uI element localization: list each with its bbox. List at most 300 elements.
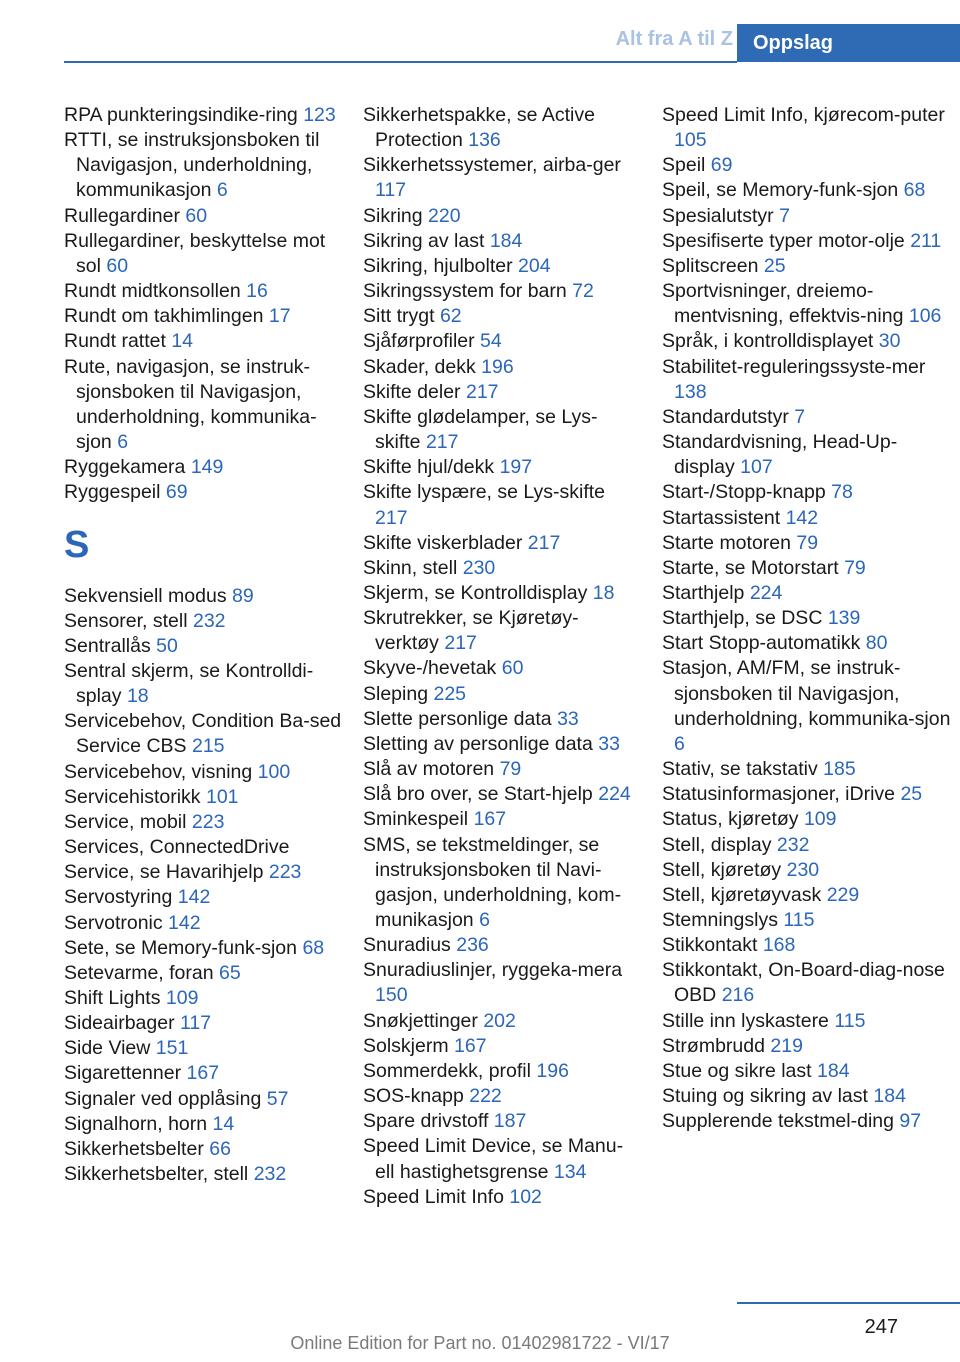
index-entry: [64, 1061, 342, 1086]
page-link[interactable]: 109: [165, 987, 199, 1009]
page-link[interactable]: 232: [192, 609, 226, 632]
index-entry: [64, 1112, 342, 1137]
index-term: Sigarettenner: [64, 1062, 182, 1085]
index-term: Skyve-/hevetak: [363, 657, 497, 680]
index-entry: [64, 1011, 342, 1036]
index-entry: [64, 986, 342, 1011]
index-entry: [64, 103, 342, 128]
index-term: Solskjerm: [363, 1034, 449, 1057]
page-link[interactable]: 79: [844, 556, 866, 579]
page-link[interactable]: 219: [770, 1034, 803, 1057]
index-entry: [363, 405, 641, 455]
page-link[interactable]: 30: [878, 330, 901, 353]
page-link[interactable]: 18: [592, 581, 615, 604]
index-entry: [363, 279, 641, 304]
index-entry: [64, 480, 342, 505]
index-entry: [64, 229, 342, 279]
index-term: Rute, navigasjon, se instruk-sjonsboken til Navigasjon, underholdning, kommunika-sjon: [64, 355, 317, 454]
index-entry: [363, 103, 641, 153]
index-entry: [64, 709, 342, 759]
index-term: Sentral skjerm, se Kontrolldi-splay: [64, 659, 314, 708]
index-entry: [363, 304, 641, 329]
index-entry: [64, 455, 342, 480]
index-entry: [662, 1109, 952, 1134]
index-entry: [363, 656, 641, 681]
index-term: Splitscreen: [662, 254, 759, 277]
index-term: SOS-knapp: [363, 1085, 464, 1108]
index-term: Sensorer, stell: [64, 609, 188, 632]
page-link[interactable]: 25: [763, 254, 786, 277]
page-link[interactable]: 217: [527, 531, 561, 554]
index-entry: [363, 732, 641, 757]
index-entry: [662, 531, 952, 556]
header-rule: [64, 61, 737, 63]
index-entry: [64, 1137, 342, 1162]
index-term: Starthjelp, se DSC: [662, 607, 823, 630]
page-link[interactable]: 184: [489, 229, 523, 252]
index-term: Sikring, hjulbolter: [363, 254, 513, 277]
index-term: Sleping: [363, 682, 429, 705]
index-term: Startassistent: [662, 506, 781, 529]
index-entry: [64, 835, 342, 860]
index-term: Service, se Havarihjelp: [64, 861, 264, 884]
index-term: Sikkerhetssystemer, airba-ger: [363, 154, 621, 177]
index-term: Skinn, stell: [363, 556, 458, 579]
page-link[interactable]: 6: [216, 179, 228, 202]
index-entry: [662, 581, 952, 606]
page-link[interactable]: 217: [444, 632, 477, 655]
index-entry: [64, 785, 342, 810]
index-entry: [662, 933, 952, 958]
index-term: Rundt midtkonsollen: [64, 280, 241, 303]
index-entry: [363, 707, 641, 732]
index-entry: [662, 556, 952, 581]
index-entry: [662, 656, 952, 757]
page-link[interactable]: 60: [185, 204, 208, 227]
page-link[interactable]: 97: [899, 1110, 922, 1133]
index-term: Sikringssystem for barn: [363, 280, 567, 303]
page-link[interactable]: 102: [509, 1185, 542, 1208]
page-link[interactable]: 100: [257, 760, 291, 783]
page-link[interactable]: 6: [479, 909, 490, 931]
index-entry: [662, 153, 952, 178]
footer-rule: [737, 1302, 960, 1304]
page-link[interactable]: 142: [785, 506, 819, 529]
index-entry: [363, 933, 641, 958]
index-term: Ryggespeil: [64, 481, 161, 504]
index-entry: [363, 757, 641, 782]
index-term: Services, ConnectedDrive: [64, 836, 290, 859]
page-link[interactable]: 142: [168, 911, 201, 934]
index-entry: [64, 609, 342, 634]
index-term: Standardutstyr: [662, 405, 789, 428]
index-entry: [662, 833, 952, 858]
index-entry: [363, 782, 641, 807]
index-entry: [64, 961, 342, 986]
page-link[interactable]: 105: [674, 129, 707, 152]
index-term: Stille inn lyskastere: [662, 1009, 829, 1032]
page-link[interactable]: 79: [499, 758, 522, 781]
page-link[interactable]: 107: [740, 456, 773, 479]
index-term: Sikring av last: [363, 229, 485, 252]
index-entry: [64, 885, 342, 910]
index-entry: [363, 455, 641, 480]
index-term: Side View: [64, 1037, 151, 1060]
page-link[interactable]: 167: [454, 1034, 487, 1057]
index-entry: [363, 355, 641, 380]
index-term: Snuradius: [363, 934, 451, 957]
index-term: Stikkontakt, On-Board-diag-nose OBD: [662, 959, 945, 1007]
index-entry: [662, 1009, 952, 1034]
index-term: Setevarme, foran: [64, 961, 214, 984]
index-term: Sminkespeil: [363, 808, 469, 831]
page-link[interactable]: 229: [826, 883, 860, 906]
page-link[interactable]: 6: [674, 732, 685, 755]
index-letter-heading: S: [64, 523, 90, 566]
page-link[interactable]: 149: [190, 456, 224, 479]
index-entry: [64, 584, 342, 609]
index-term: Stemningslys: [662, 909, 778, 931]
index-term: Starthjelp: [662, 581, 745, 604]
index-entry: [662, 405, 952, 430]
index-entry: [363, 1134, 641, 1184]
page-link[interactable]: 216: [721, 984, 755, 1007]
index-term: Sideairbager: [64, 1012, 175, 1035]
page-link[interactable]: 217: [425, 431, 459, 454]
page-link[interactable]: 139: [827, 607, 861, 630]
index-entry: [662, 279, 952, 329]
index-entry: [363, 1059, 641, 1084]
index-term: Start Stopp-automatikk: [662, 632, 861, 655]
index-entry: [363, 229, 641, 254]
index-entry: [662, 782, 952, 807]
index-entry: [64, 810, 342, 835]
index-term: Stativ, se takstativ: [662, 758, 818, 781]
index-entry: [662, 883, 952, 908]
index-term: Speil, se Memory-funk-sjon: [662, 179, 899, 202]
index-column-3: [662, 103, 952, 1134]
index-term: RTTI, se instruksjonsboken til Navigasjon, underholdning, kommunikasjon: [64, 129, 320, 202]
index-entry: [363, 329, 641, 354]
index-entry: [662, 178, 952, 203]
index-entry: [662, 757, 952, 782]
page-link[interactable]: 14: [212, 1112, 235, 1135]
index-term: Stuing og sikring av last: [662, 1085, 868, 1108]
index-entry: [662, 606, 952, 631]
page-link[interactable]: 50: [156, 634, 178, 657]
index-entry: [363, 833, 641, 934]
page-link[interactable]: 72: [572, 280, 594, 303]
index-entry: [662, 506, 952, 531]
page-link[interactable]: 14: [171, 330, 194, 353]
index-term: Skifte glødelamper, se Lys-skifte: [363, 405, 598, 454]
index-term: Skader, dekk: [363, 355, 476, 378]
index-term: Sikkerhetspakke, se Active Protection: [363, 104, 595, 152]
index-entry: [662, 908, 952, 933]
page-link[interactable]: 18: [126, 685, 149, 708]
page-link[interactable]: 230: [786, 858, 820, 881]
index-entry: [64, 355, 342, 456]
index-term: Speed Limit Info, kjørecom-puter: [662, 104, 945, 126]
index-term: Sikkerhetsbelter: [64, 1137, 204, 1160]
page-link[interactable]: 223: [268, 861, 302, 884]
index-term: Snøkjettinger: [363, 1009, 478, 1032]
index-term: Spesifiserte typer motor-olje: [662, 229, 905, 252]
page-link[interactable]: 33: [598, 732, 620, 755]
page-link[interactable]: 225: [433, 682, 467, 705]
index-entry: [363, 254, 641, 279]
index-entry: [363, 1109, 641, 1134]
page-link[interactable]: 69: [165, 481, 188, 504]
index-term: Signaler ved opplåsing: [64, 1087, 262, 1110]
index-term: Status, kjøretøy: [662, 808, 799, 831]
index-term: Skjerm, se Kontrolldisplay: [363, 581, 588, 604]
index-term: Stasjon, AM/FM, se instruk-sjonsboken til Navigasjon, underholdning, kommunika-sjon: [662, 657, 951, 730]
index-entry: [363, 606, 641, 656]
page-link[interactable]: 123: [303, 104, 336, 126]
page-link[interactable]: 230: [462, 556, 496, 579]
page-link[interactable]: 220: [428, 204, 461, 227]
page-link[interactable]: 57: [266, 1087, 289, 1110]
index-term: Statusinformasjoner, iDrive: [662, 783, 896, 806]
index-entry: [64, 1162, 342, 1187]
page-link[interactable]: 66: [209, 1137, 231, 1160]
page-link[interactable]: 184: [817, 1059, 850, 1082]
page-link[interactable]: 80: [865, 632, 888, 655]
page-link[interactable]: 196: [536, 1059, 569, 1082]
index-term: Start-/Stopp-knapp: [662, 481, 826, 504]
index-entry: [662, 807, 952, 832]
index-entry: [662, 858, 952, 883]
page-link[interactable]: 65: [219, 961, 241, 984]
page-link[interactable]: 202: [483, 1009, 516, 1032]
index-column-1: [64, 103, 342, 1187]
index-entry: [64, 860, 342, 885]
page-link[interactable]: 224: [598, 783, 631, 806]
index-term: Språk, i kontrolldisplayet: [662, 330, 874, 353]
page-link[interactable]: 185: [823, 758, 856, 781]
index-entry: [363, 958, 641, 1008]
page-link[interactable]: 167: [186, 1062, 220, 1085]
section-title: Alt fra A til Z: [615, 28, 733, 50]
index-term: Sletting av personlige data: [363, 732, 593, 755]
index-term: Sikkerhetsbelter, stell: [64, 1163, 249, 1186]
page-link[interactable]: 117: [375, 179, 407, 202]
page-link[interactable]: 106: [908, 305, 942, 328]
index-term: Sportvisninger, dreiemo-mentvisning, effektvis-ning: [662, 280, 904, 328]
index-entry: [363, 531, 641, 556]
index-term: Starte, se Motorstart: [662, 556, 839, 579]
page-link[interactable]: 6: [117, 431, 129, 454]
edition-note: Online Edition for Part no. 01402981722 - VI/17: [290, 1333, 670, 1353]
page-link[interactable]: 17: [268, 305, 291, 328]
page-link[interactable]: 60: [106, 254, 129, 277]
index-entry: [363, 807, 641, 832]
page-link[interactable]: 232: [253, 1163, 287, 1186]
index-term: Spesialutstyr: [662, 204, 774, 227]
index-term: Slette personlige data: [363, 707, 552, 730]
page-link[interactable]: 184: [873, 1085, 906, 1108]
index-term: Sikring: [363, 204, 423, 227]
index-term: Slå bro over, se Start-hjelp: [363, 783, 593, 806]
index-entry: [64, 760, 342, 785]
page-link[interactable]: 236: [456, 934, 489, 957]
index-term: Speil: [662, 154, 706, 177]
page-link[interactable]: 217: [465, 380, 499, 403]
page-link[interactable]: 197: [499, 456, 533, 479]
index-term: Skifte hjul/dekk: [363, 456, 495, 479]
index-term: Rundt rattet: [64, 330, 166, 353]
page-link[interactable]: 16: [246, 280, 268, 303]
index-term: Sentrallås: [64, 634, 151, 657]
index-term: Strømbrudd: [662, 1034, 765, 1057]
index-entry: [64, 911, 342, 936]
page-link[interactable]: 217: [375, 506, 408, 529]
index-entry: [64, 1036, 342, 1061]
index-term: Snuradiuslinjer, ryggeka-mera: [363, 959, 623, 982]
index-entry: [363, 1084, 641, 1109]
index-entry: [64, 128, 342, 203]
page-number: 247: [864, 1316, 898, 1338]
index-term: Service, mobil: [64, 810, 187, 833]
index-term: Sjåførprofiler: [363, 330, 475, 353]
index-term: Ryggekamera: [64, 456, 186, 479]
index-entry: [363, 581, 641, 606]
index-entry: [363, 682, 641, 707]
index-entry: [64, 329, 342, 354]
page-link[interactable]: 151: [155, 1037, 189, 1060]
index-term: Stikkontakt: [662, 934, 758, 957]
index-term: Standardvisning, Head-Up-display: [662, 431, 898, 479]
index-entry: [363, 204, 641, 229]
page-link[interactable]: 109: [803, 808, 837, 831]
section-tab: Oppslag: [737, 24, 960, 62]
page-link[interactable]: 62: [439, 305, 462, 328]
index-entry: [662, 355, 952, 405]
index-entry: [64, 204, 342, 229]
index-entry: [64, 1087, 342, 1112]
index-term: Signalhorn, horn: [64, 1112, 208, 1135]
page-link[interactable]: 134: [553, 1160, 587, 1183]
index-term: Sitt trygt: [363, 305, 435, 328]
page-link[interactable]: 68: [903, 179, 926, 202]
index-term: Servotronic: [64, 911, 163, 934]
index-term: Skifte deler: [363, 380, 461, 403]
index-term: Stell, kjøretøyvask: [662, 883, 822, 906]
page-link[interactable]: 150: [375, 984, 408, 1007]
index-entry: [662, 958, 952, 1008]
page-link[interactable]: 136: [468, 129, 501, 152]
page-link[interactable]: 211: [910, 229, 942, 252]
index-term: Supplerende tekstmel-ding: [662, 1110, 894, 1133]
index-entry: [363, 1034, 641, 1059]
page-link[interactable]: 168: [762, 934, 796, 957]
page-link[interactable]: 196: [481, 355, 514, 378]
index-term: SMS, se tekstmeldinger, se instruksjonsboken til Navi-gasjon, underholdning, kom-munikasjon: [363, 833, 622, 931]
index-term: Speed Limit Info: [363, 1185, 504, 1208]
page-link[interactable]: 68: [302, 936, 325, 959]
index-entry: [662, 631, 952, 656]
index-entry: [662, 254, 952, 279]
index-term: Sekvensiell modus: [64, 584, 227, 607]
page-link[interactable]: 89: [232, 584, 254, 607]
index-term: Speed Limit Device, se Manu-ell hastighetsgrense: [363, 1135, 624, 1183]
index-entry: [662, 1034, 952, 1059]
index-entry: [363, 1185, 641, 1210]
index-entry: [363, 153, 641, 203]
index-term: Rullegardiner: [64, 204, 180, 227]
index-entry: [64, 279, 342, 304]
index-term: Stabilitet-reguleringssyste-mer: [662, 355, 926, 378]
index-entry: [363, 1009, 641, 1034]
index-term: Servicebehov, visning: [64, 760, 253, 783]
page-link[interactable]: 215: [191, 735, 225, 758]
page-header: [0, 0, 960, 62]
index-term: Rundt om takhimlingen: [64, 305, 264, 328]
page-link[interactable]: 33: [557, 707, 579, 730]
index-term: Sete, se Memory-funk-sjon: [64, 936, 298, 959]
page-link[interactable]: 223: [191, 810, 225, 833]
page-link[interactable]: 7: [779, 204, 790, 227]
page-link[interactable]: 187: [493, 1110, 527, 1133]
index-entry: [662, 329, 952, 354]
page-link[interactable]: 138: [674, 380, 707, 403]
index-entry: [662, 229, 952, 254]
page-link[interactable]: 115: [783, 909, 815, 931]
index-term: Shift Lights: [64, 987, 161, 1009]
page-link[interactable]: 224: [749, 581, 783, 604]
index-term: Skifte viskerblader: [363, 531, 523, 554]
index-entry: [662, 480, 952, 505]
index-term: Stell, kjøretøy: [662, 858, 782, 881]
page-link[interactable]: 60: [501, 657, 524, 680]
index-column-2: [363, 103, 641, 1210]
index-term: Stell, display: [662, 833, 772, 856]
page-link[interactable]: 69: [710, 154, 733, 177]
index-entry: [64, 936, 342, 961]
index-term: Skifte lyspære, se Lys-skifte: [363, 481, 606, 504]
page-link[interactable]: 115: [834, 1009, 866, 1032]
page-link[interactable]: 25: [900, 783, 923, 806]
page-link[interactable]: 204: [518, 254, 551, 277]
page-link[interactable]: 78: [831, 481, 853, 504]
index-entry: [64, 304, 342, 329]
index-entry: [662, 103, 952, 153]
index-entry: [662, 204, 952, 229]
index-term: Servostyring: [64, 886, 173, 909]
index-term: Stue og sikre last: [662, 1059, 812, 1082]
page-link[interactable]: 54: [480, 330, 502, 353]
page-link[interactable]: 142: [177, 886, 211, 909]
page-link[interactable]: 232: [776, 833, 810, 856]
index-term: Skrutrekker, se Kjøretøy-verktøy: [363, 607, 579, 655]
page-link[interactable]: 7: [794, 405, 806, 428]
index-term: Servicehistorikk: [64, 785, 201, 808]
page-link[interactable]: 167: [473, 808, 507, 831]
index-entry: [363, 556, 641, 581]
index-entry: [64, 634, 342, 659]
index-term: Rullegardiner, beskyttelse mot sol: [64, 229, 326, 277]
index-term: RPA punkteringsindike-ring: [64, 104, 298, 126]
page-link[interactable]: 79: [796, 531, 819, 554]
index-entry: [363, 380, 641, 405]
index-entry: [662, 1084, 952, 1109]
index-term: Slå av motoren: [363, 758, 495, 781]
page-link[interactable]: 117: [180, 1012, 212, 1035]
page-link[interactable]: 222: [469, 1085, 502, 1108]
page-link[interactable]: 101: [205, 785, 239, 808]
index-entry: [662, 430, 952, 480]
